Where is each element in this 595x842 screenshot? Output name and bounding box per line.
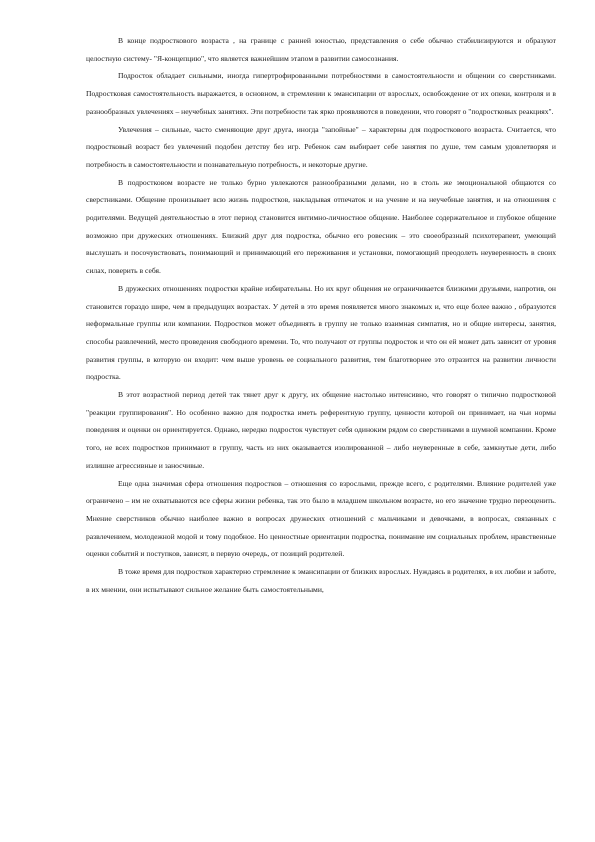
paragraph-independence: Подросток обладает сильными, иногда гипертрофированными потребностями в самостоятельности и общении со сверстниками. Подростковая самостоятельность выражается, в основном, в стремлении к эмансипации от взрослых, освобождение от их опеки, контроля и в разнообразных увлечениях – неучебных занятиях. Эти потребности так ярко проявляются в поведении, что говорят о "подростковых реакциях". <box>86 71 556 116</box>
paragraph-adults: Еще одна значимая сфера отношения подростков – отношения со взрослыми, прежде всего, с родителями. Влияние родителей уже ограничено – им не охватываются все сферы жизни ребенка, так это было в младшем школьном возрасте, но его значение трудно переоценить. Мнение сверстников обычно наиболее важно в вопросах дружеских отношений с мальчиками и девочками, в вопросах, связанных с развлечением, молодежной модой и тому подобное. Но ценностные ориентации подростка, понимание им социальных проблем, нравственные оценки событий и поступков, зависят, в первую очередь, от позиций родителей. <box>86 478 556 559</box>
paragraph-emancipation: В тоже время для подростков характерно стремление к эмансипации от близких взрослых. Нуждаясь в родителях, в их любви и заботе, в их мнении, они испытывают сильное желание быть самостоятельными, <box>86 567 557 594</box>
paragraph-self-concept: В конце подросткового возраста , на границе с ранней юностью, представления о себе обычно стабилизируются и образуют целостную систему- "Я-концепцию", что является важнейшим этапом в развитии самосознания. <box>86 36 556 63</box>
document-body <box>86 32 556 599</box>
paragraph-grouping: В этот возрастной период детей так тянет друг к другу, их общение настолько интенсивно, что говорят о типично подростковой "реакции группирования". Но особенно важно для подростка иметь референтную группу, ценности которой он принимает, на чьи нормы поведения и оценки он ориентируется. Однако, нередко подросток чувствует себя одиноким рядом со сверстниками в шумной компании. Кроме того, не всех подростков принимают в группу, часть из них оказывается изолированной – либо неуверенные в себе, замкнутые дети, либо излишне агрессивные и заносчивые. <box>86 390 556 470</box>
paragraph-peer-communication: В подростковом возрасте не только бурно увлекаются разнообразными делами, но в столь же эмоциональной общаются со сверстниками. Общение пронизывает всю жизнь подростков, накладывая отпечаток и на учение и на неучебные занятия, и на отношения с родителями. Ведущей деятельностью в этот период становится интимно-личностное общение. Наиболее содержательное и глубокое общение возможно при дружеских отношениях. Близкий друг для подростка, обычно его ровесник – это своеобразный психотерапевт, умеющий выслушать и посочувствовать, понимающий и принимающий его переживания и установки, помогающий преодолеть неуверенность в своих силах, поверить в себя. <box>86 177 556 276</box>
paragraph-hobbies: Увлечения – сильные, часто сменяющие друг друга, иногда "запойные" – характерны для подросткового возраста. Считается, что подростковый возраст без увлечений подобен детству без игр. Ребенок сам выбирает себе занятия по душе, тем самым удовлетворяя и потребность в самостоятельности и познавательную потребность, и некоторые другие. <box>86 124 556 169</box>
paragraph-friendship: В дружеских отношениях подростки крайне избирательны. Но их круг общения не ограничивается близкими друзьями, напротив, он становится гораздо шире, чем в предыдущих возрастах. У детей в это время появляется много знакомых и, что еще более важно , образуются неформальные группы или компании. Подростков может объединять в группу не только взаимная симпатия, но и общие интересы, занятия, способы развлечений, место проведения свободного времени. То, что получают от группы подросток и что он ей может дать зависит от уровня развития группы, в которую он входит: чем выше уровень ее социального развития, тем благотворнее это отразится на развитии личности подростка. <box>86 283 556 382</box>
